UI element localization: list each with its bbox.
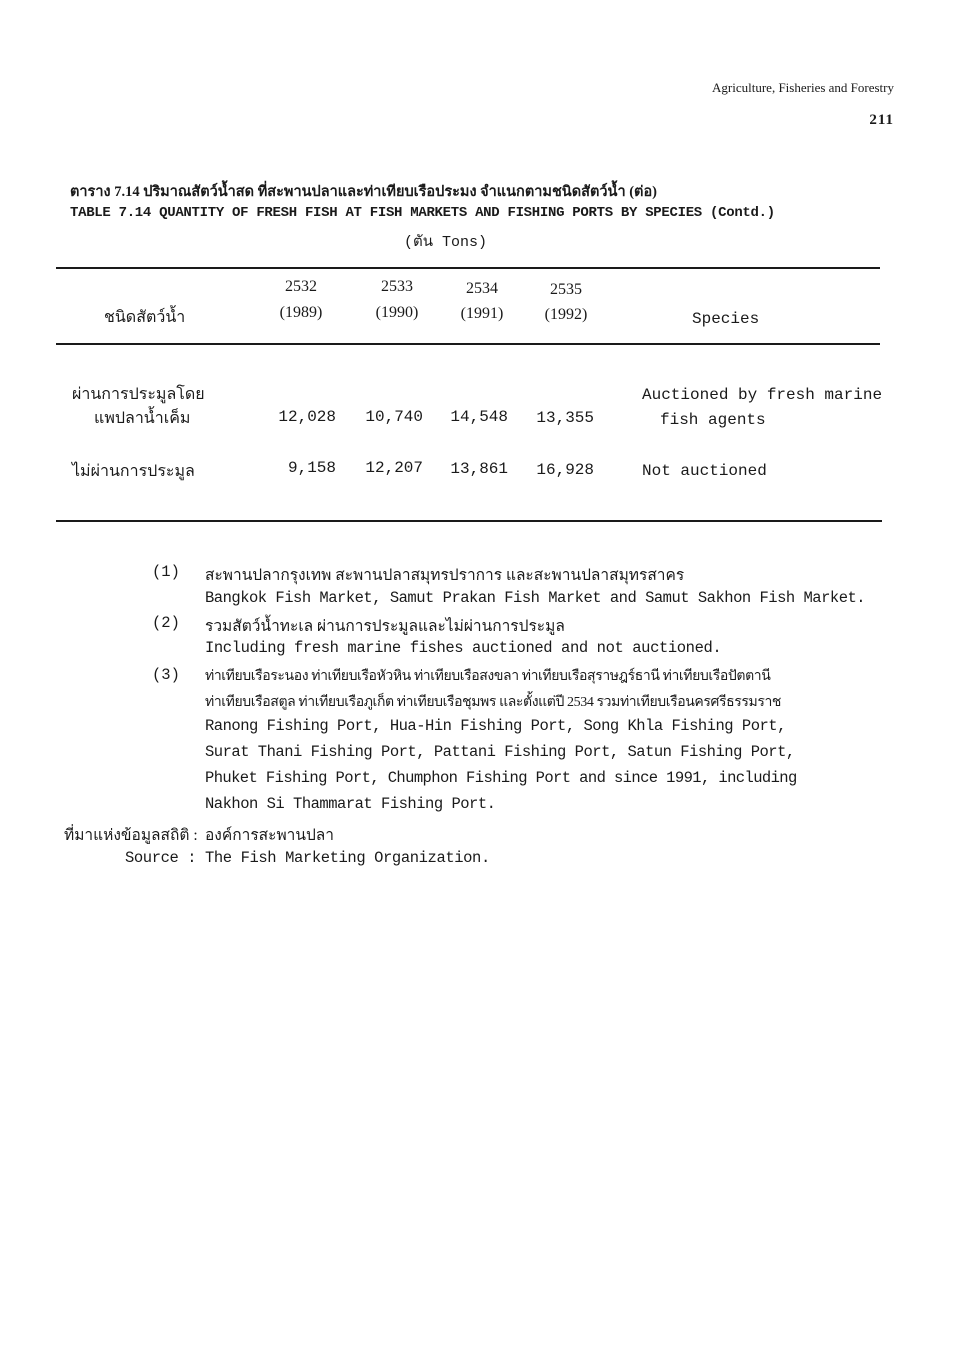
table-row-label-english: Not auctioned <box>642 462 767 480</box>
source-text-thai: องค์การสะพานปลา <box>205 827 335 844</box>
header-year-ce: (1989) <box>279 304 323 321</box>
table-top-rule <box>56 267 880 269</box>
header-year-ce: (1990) <box>375 304 419 321</box>
note-line-english: Surat Thani Fishing Port, Pattani Fishing Port, Satun Fishing Port, <box>205 743 795 761</box>
header-year-ce: (1992) <box>544 306 588 323</box>
table-header-rule <box>56 343 880 345</box>
note-line-thai: ท่าเทียบเรือสตูล ท่าเทียบเรือภูเก็ต ท่าเทียบเรือชุมพร และตั้งแต่ปี 2534 รวมท่าเทียบเรือนครศรีธรรมราช <box>205 695 782 710</box>
table-cell-value: 12,028 <box>278 408 336 426</box>
header-species-thai: ชนิดสัตว์น้ำ <box>104 309 186 326</box>
header-year-be: 2534 <box>466 280 498 297</box>
header-year-be: 2532 <box>285 278 317 295</box>
source-text-english: The Fish Marketing Organization. <box>205 849 490 867</box>
table-cell-value: 16,928 <box>536 461 594 479</box>
table-row-label-english: fish agents <box>660 411 766 429</box>
note-line-thai: สะพานปลากรุงเทพ สะพานปลาสมุทรปราการ และสะพานปลาสมุทรสาคร <box>205 567 685 584</box>
source-label-thai: ที่มาแห่งข้อมูลสถิติ : <box>64 827 198 844</box>
note-label: (2) <box>152 614 180 632</box>
table-unit: (ตัน Tons) <box>404 234 488 251</box>
note-label: (3) <box>152 666 180 684</box>
note-line-thai: ท่าเทียบเรือระนอง ท่าเทียบเรือหัวหิน ท่าเทียบเรือสงขลา ท่าเทียบเรือสุราษฎร์ธานี ท่าเทียบเรือปัตตานี <box>205 669 771 684</box>
table-title-english: TABLE 7.14 QUANTITY OF FRESH FISH AT FISH MARKETS AND FISHING PORTS BY SPECIES (Contd.) <box>70 205 775 221</box>
header-year-ce: (1991) <box>460 305 504 322</box>
table-bottom-rule <box>56 520 882 522</box>
section-heading: Agriculture, Fisheries and Forestry <box>712 80 894 95</box>
table-cell-value: 14,548 <box>450 408 508 426</box>
table-row-label-english: Auctioned by fresh marine <box>642 386 883 404</box>
note-line-english: Phuket Fishing Port, Chumphon Fishing Port and since 1991, including <box>205 769 797 787</box>
table-cell-value: 13,861 <box>450 460 508 478</box>
note-line-english: Ranong Fishing Port, Hua-Hin Fishing Port, Song Khla Fishing Port, <box>205 717 786 735</box>
table-cell-value: 9,158 <box>287 459 336 477</box>
table-row-label-thai: แพปลาน้ำเค็ม <box>94 410 191 427</box>
table-cell-value: 10,740 <box>365 408 423 426</box>
note-line-english: Including fresh marine fishes auctioned and not auctioned. <box>205 639 722 657</box>
note-label: (1) <box>152 563 180 581</box>
header-species-english: Species <box>692 310 760 328</box>
header-year-be: 2535 <box>550 281 582 298</box>
table-row-label-thai: ผ่านการประมูลโดย <box>72 386 205 403</box>
note-line-english: Nakhon Si Thammarat Fishing Port. <box>205 795 496 813</box>
table-cell-value: 13,355 <box>536 409 594 427</box>
page-number: 211 <box>869 112 894 128</box>
table-cell-value: 12,207 <box>365 459 423 477</box>
header-year-be: 2533 <box>381 278 413 295</box>
note-line-thai: รวมสัตว์น้ำทะเล ผ่านการประมูลและไม่ผ่านการประมูล <box>205 618 565 635</box>
table-row-label-thai: ไม่ผ่านการประมูล <box>72 463 195 480</box>
table-title-thai: ตาราง 7.14 ปริมาณสัตว์น้ำสด ที่สะพานปลาและท่าเทียบเรือประมง จำแนกตามชนิดสัตว์น้ำ (ต่อ) <box>70 184 657 200</box>
note-line-english: Bangkok Fish Market, Samut Prakan Fish Market and Samut Sakhon Fish Market. <box>205 589 866 607</box>
source-label-english: Source : <box>125 849 197 867</box>
